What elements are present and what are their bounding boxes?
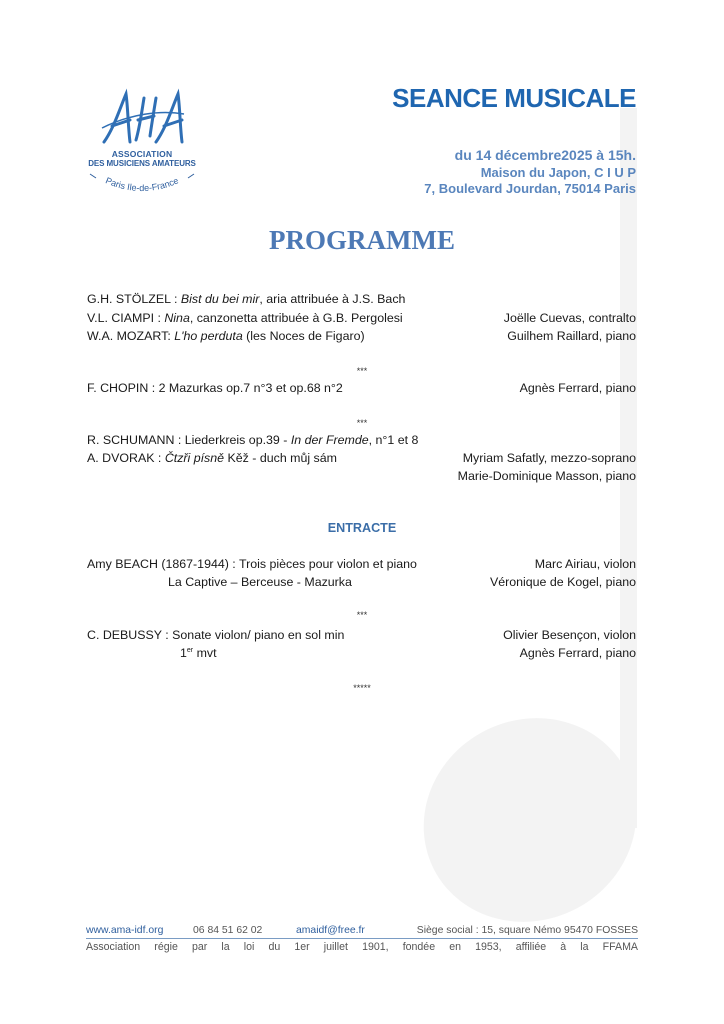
work-detail: (les Noces de Figaro) [242, 329, 365, 343]
logo-line-association: ASSOCIATION [111, 149, 173, 159]
page-title: SEANCE MUSICALE [392, 83, 636, 113]
performer-masson: Marie-Dominique Masson, piano [457, 469, 636, 483]
work-debussy: C. DEBUSSY : Sonate violon/ piano en sol min [87, 628, 345, 642]
venue-address: 7, Boulevard Jourdan, 75014 Paris [424, 181, 636, 196]
legal-word: FFAMA [602, 941, 638, 953]
legal-word: 1953, [475, 941, 502, 953]
work-detail: Kěž - duch můj sám [224, 451, 337, 465]
work-title: In der Fremde [290, 433, 369, 447]
logo-region-arc [82, 162, 202, 202]
performer-ferrard-2: Agnès Ferrard, piano [519, 646, 636, 660]
separator-3: *** [356, 610, 368, 620]
legal-word: du [268, 941, 281, 953]
performer-safatly: Myriam Safatly, mezzo-soprano [462, 451, 636, 465]
composer: G.H. STÖLZEL : [87, 292, 181, 306]
work-debussy-movement [180, 646, 217, 660]
work-detail: , n°1 et 8 [368, 433, 419, 447]
work-detail: , aria attribuée à J.S. Bach [259, 292, 406, 306]
footer-divider [86, 938, 638, 939]
ama-monogram-icon [100, 88, 186, 148]
performer-ferrard: Agnès Ferrard, piano [519, 381, 636, 395]
legal-word: la [221, 941, 230, 953]
separator-2: *** [356, 418, 368, 428]
legal-word: juillet [323, 941, 348, 953]
logo-region-text: Paris Ile-de-France [104, 175, 180, 194]
work-title: Nina [164, 311, 190, 325]
separator-1: *** [356, 366, 368, 376]
logo-line-musiciens: DES MUSICIENS AMATEURS [88, 159, 196, 168]
legal-word: régie [154, 941, 178, 953]
legal-word: par [191, 941, 208, 953]
work-stolzel [87, 292, 405, 306]
work-beach: Amy BEACH (1867-1944) : Trois pièces pour violon et piano [87, 557, 417, 571]
movement-label: mvt [193, 646, 217, 660]
legal-word: loi [243, 941, 255, 953]
footer-address: Siège social : 15, square Némo 95470 FOSSES [416, 925, 638, 936]
work-title: Čtzři písně [164, 451, 225, 465]
performer-raillard: Guilhem Raillard, piano [507, 329, 636, 343]
composer: R. SCHUMANN : Liederkreis op.39 - [87, 433, 291, 447]
venue-name: Maison du Japon, C I U P [480, 165, 636, 180]
legal-word: affiliée [515, 941, 547, 953]
end-marker: ***** [353, 683, 371, 693]
entracte-heading: ENTRACTE [327, 521, 397, 535]
footer-email-link[interactable]: amaidf@free.fr [296, 925, 365, 936]
legal-word: la [580, 941, 589, 953]
composer: A. DVORAK : [87, 451, 165, 465]
work-dvorak [87, 451, 337, 465]
legal-word: 1er [294, 941, 310, 953]
work-ciampi [87, 311, 403, 325]
performer-besencon: Olivier Besençon, violon [503, 628, 636, 642]
event-date: du 14 décembre2025 à 15h. [454, 147, 636, 163]
programme-heading: PROGRAMME [269, 225, 455, 255]
svg-text:Paris Ile-de-France [104, 175, 180, 193]
performer-kogel: Véronique de Kogel, piano [489, 575, 636, 589]
legal-word: à [560, 941, 567, 953]
movement-number: 1 [180, 646, 187, 660]
legal-word: Association [86, 941, 141, 953]
composer: V.L. CIAMPI : [87, 311, 165, 325]
work-title: L'ho perduta [174, 329, 243, 343]
legal-word: fondée [402, 941, 436, 953]
work-mozart [87, 329, 365, 343]
legal-word: en [449, 941, 461, 953]
footer-legal [86, 941, 638, 953]
composer: W.A. MOZART: [87, 329, 175, 343]
work-beach-movements: La Captive – Berceuse - Mazurka [168, 575, 352, 589]
work-title: Bist du bei mir [180, 292, 260, 306]
work-chopin: F. CHOPIN : 2 Mazurkas op.7 n°3 et op.68 n°2 [87, 381, 343, 395]
ordinal-suffix: er [186, 646, 194, 654]
work-schumann [87, 433, 418, 447]
footer-phone: 06 84 51 62 02 [193, 925, 263, 936]
work-detail: , canzonetta attribuée à G.B. Pergolesi [189, 311, 403, 325]
ama-logo [82, 86, 202, 206]
performer-airiau: Marc Airiau, violon [534, 557, 636, 571]
performer-cuevas: Joëlle Cuevas, contralto [503, 311, 636, 325]
footer-website-link[interactable]: www.ama-idf.org [86, 925, 164, 936]
legal-word: 1901, [362, 941, 389, 953]
